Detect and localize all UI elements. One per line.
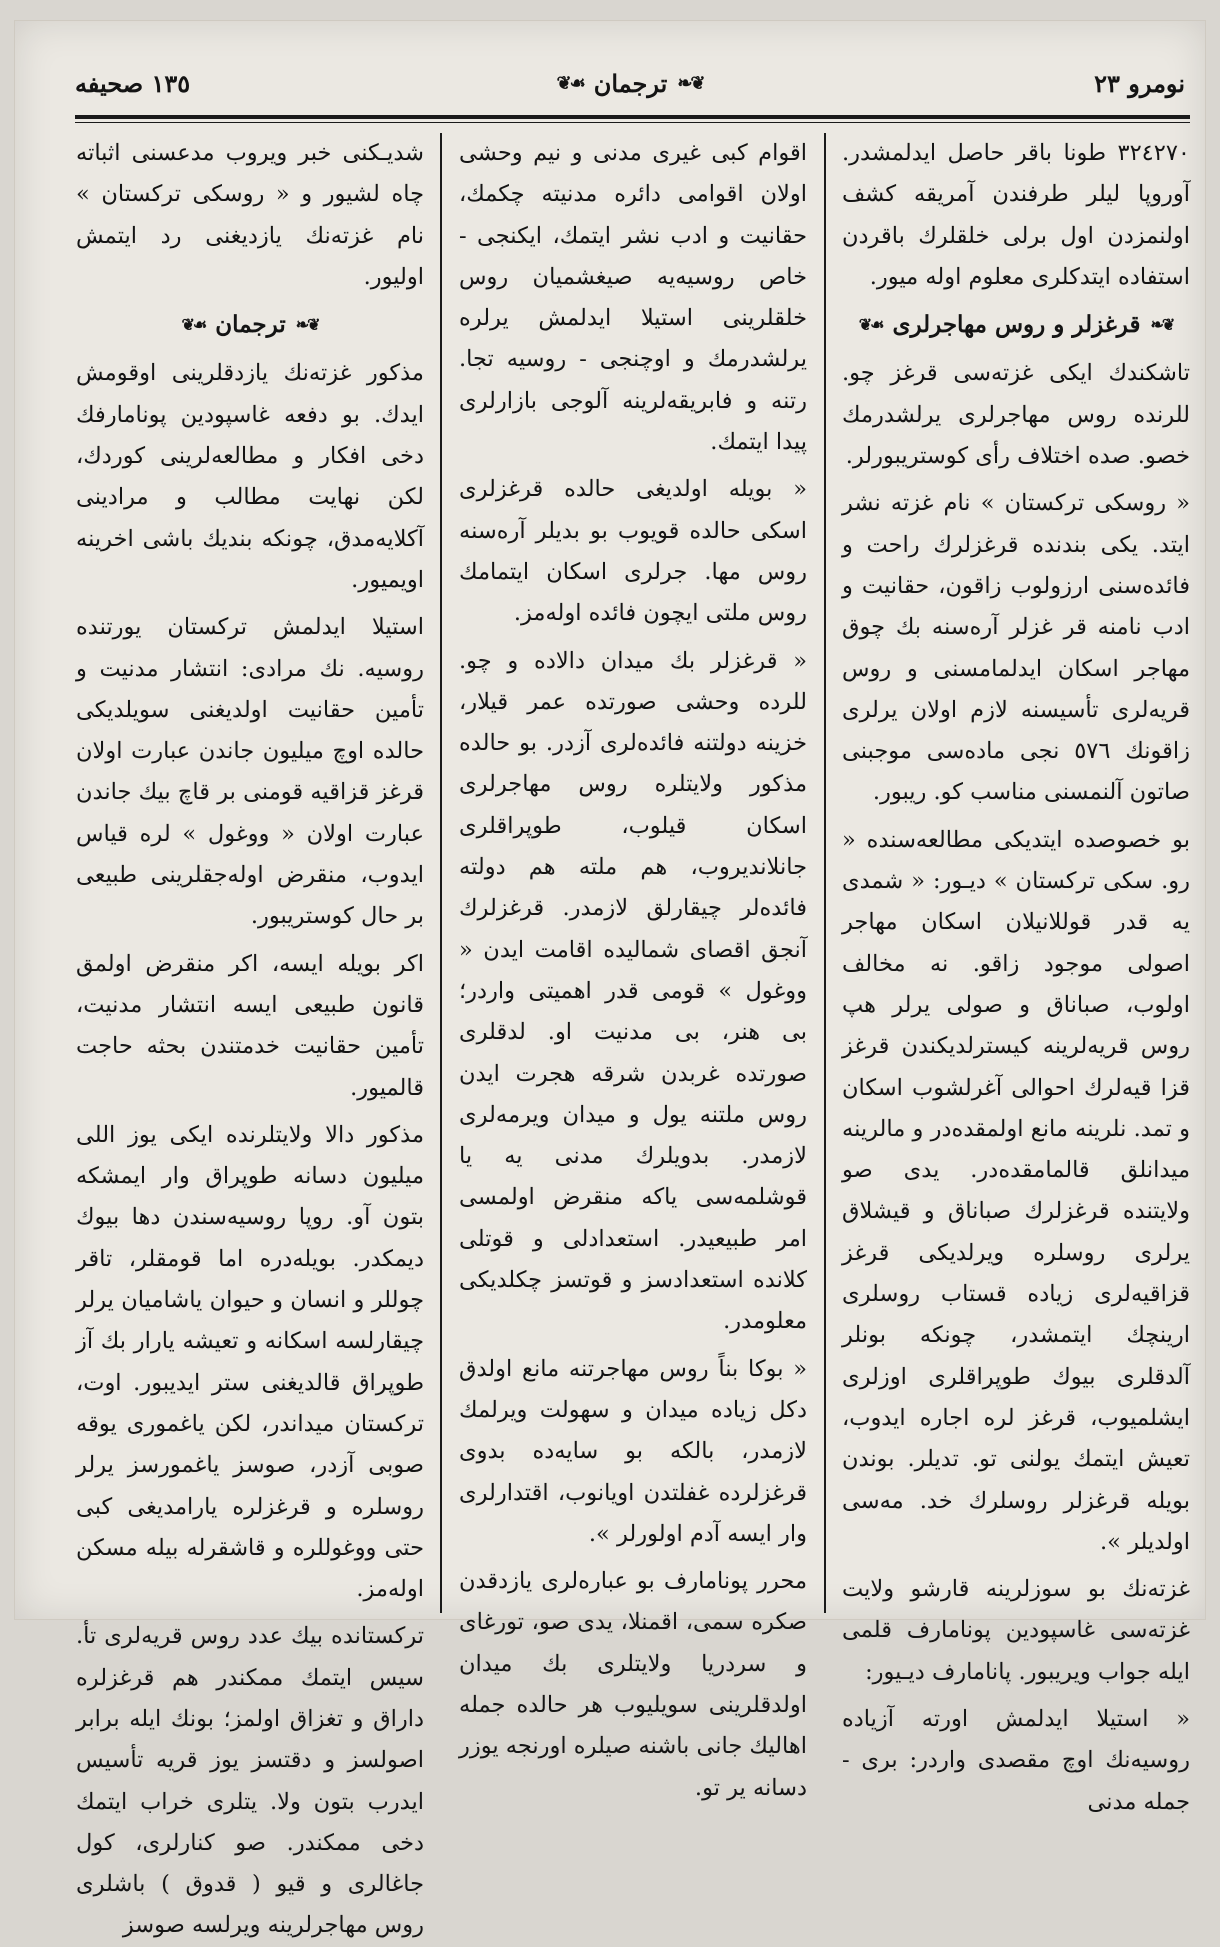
ornament-icon: ☙❦ bbox=[858, 315, 883, 335]
paragraph: غزته‌نك بو سوزلرينه قارشو ولايت غزته‌سى غاسپودين پونامارف قلمى ايله جواب ويريبور. پانامارف ديـيور: bbox=[842, 1576, 1190, 1685]
paragraph: « قرغزلر بك ميدان دالاده و چو. للرده وحشى صورتده عمر قيلار، خزينه دولتنه فائده‌لرى آزدر. بو حالده مذكور ولايتلره روس مهاجرلرى اسكان قيلوب، طوپراقلرى جانلانديروب، هم ملته هم دولته فائده‌لر چيقارلق لازمدر. قرغزلرك آنجق اقصاى شماليده اقامت ايدن « ووغول » قومى قدر اهميتى واردر؛ بى هنر، بى مدنيت او. لدقلرى صورتده غربدن شرقه هجرت ايدن روس ملتنه يول و ميدان ويرمه‌لرى لازمدر. بدويلرك مدنى يه يا قوشلمه‌سى ياكه منقرض اولمسى امر طبيعيدر. استعدادلى و قوتلى كلانده استعدادسز و قوتسز چكلديكى معلومدر. bbox=[459, 647, 807, 1335]
ornament-icon: ☙❦ bbox=[181, 315, 206, 335]
paragraph: شديـكنى خبر ويروب مدعسنى اثباته چاه لشيور و « روسكى تركستان » نام غزته‌نك يازديغنى رد ايتمش اوليور. bbox=[76, 140, 424, 290]
ornament-icon: ☙❦ bbox=[556, 73, 584, 94]
masthead-title: ترجمان bbox=[593, 69, 668, 98]
paragraph: « استيلا ايدلمش اورته آزياده روسيه‌نك اوچ مقصدى واردر: برى - جمله مدنى bbox=[842, 1705, 1190, 1815]
page-header bbox=[75, 63, 1185, 109]
column-divider bbox=[440, 133, 442, 1613]
section-title: ترجمان bbox=[215, 311, 286, 339]
issue-number: نومرو ٢٣ bbox=[1094, 69, 1185, 98]
column-left bbox=[76, 133, 424, 1939]
paragraph: تاشكندك ايكى غزته‌سى قرغز چو. للرنده روس مهاجرلرى يرلشدرمك خصو. صده اختلاف رأى كوستريبورلر. bbox=[842, 360, 1190, 470]
paragraph: بو خصوصده ايتديكى مطالعه‌سنده « رو. سكى تركستان » ديـور: « شمدى يه قدر قوللانيلان اسكان مهاجر اصولى موجود زاقو. نه مخالف اولوب، صباناق و صولى يرلر هپ روس قريه‌لرينه كيسترلديكندن قرغز قزا قيه‌لرك احوالى آغرلشوب اسكان و تمد. نلرينه مانع اولمقده‌در و مالرينه ميدانلق قالمامقده‌در. يدى صو ولايتنده قرغزلرك صباناق و قيشلاق يرلرى روسلره ويرلديكى قرغز قزاقيه‌لرى زياده قستاب روسلرى ارينچك ايتمشدر، چونكه بونلر آلدقلرى بيوك طوپراقلرى اوزلرى ايشلميوب، قرغز لره اجاره ايدوب، تعيش ايتمك يولنى تو. تديلر. بوندن بويله قرغزلر روسلرك خد. مه‌سى اولديلر ». bbox=[842, 826, 1190, 1555]
column-middle bbox=[459, 133, 807, 1801]
paragraph: اكر بويله ايسه، اكر منقرض اولمق قانون طبيعى ايسه انتشار مدنيت، تأمين حقانيت خدمتندن بحثه حاجت قالميور. bbox=[76, 950, 424, 1101]
paragraph: « بويله اولديغى حالده قرغزلرى اسكى حالده قويوب بو بديلر آره‌سنه روس مها. جرلرى اسكان ايتمامك روس ملتى ايچون فائده اوله‌مز. bbox=[459, 476, 807, 627]
paragraph: ٣٢٤٢٧٠ طونا باقر حاصل ايدلمشدر. آوروپا ليلر طرفندن آمريقه كشف اولنمزدن اول برلى خلقلرك باقردن استفاده ايتدكلرى معلوم اوله ميور. bbox=[842, 140, 1190, 290]
paragraph: اقوام كبى غيرى مدنى و نيم وحشى اولان اقوامى دائره مدنيته چكمك، حقانيت و ادب نشر ايتمك، ايكنجى - خاص روسيه‌يه صيغشميان روس خلقلرينى استيلا ايدلمش يرلره يرلشدرمك و اوچنجى - روسيه تجا. رتنه و فابريقه‌لرينه آلوجى بازارلرى پيدا ايتمك. bbox=[459, 140, 807, 456]
ornament-icon: ❦❧ bbox=[295, 315, 319, 335]
ornament-icon: ❦❧ bbox=[1150, 315, 1174, 335]
paragraph: مذكور دالا ولايتلرنده ايكى يوز اللى ميليون دسانه طوپراق وار ايمشكه بتون آو. روپا روسيه‌سندن دها بيوك ديمكدر. بويله‌دره اما قومقلر، تاقر چوللر و انسان و حيوان ياشاميان يرلر چيقارلسه اسكانه و تعيشه يارار بك آز طوپراق قالديغنى ستر ايديبور. اوت، تركستان ميداندر، لكن ياغمورى يوقه صوبى آزدر، صوسز ياغمورسز يرلر روسلره و قرغزلره يارامديغى كبى حتى ووغوللره و قاشقرله بيله مسكن اوله‌مز. bbox=[76, 1121, 424, 1603]
ornament-icon: ❦❧ bbox=[677, 73, 704, 94]
paragraph: « روسكى تركستان » نام غزته نشر ايتد. يكى بندنده قرغزلرك راحت و فائده‌سنى ارزولوب زاقون، حقانيت و ادب نامنه قر غزلر آره‌سنه بك چوق مهاجر اسكان ايدلمامسنى و روس قريه‌لرى تأسيسنه لازم اولان يرلرى زاقونك ٥٧٦ نجى ماده‌سى موجبنى صاتون آلنمسنى مناسب كو. ريبور. bbox=[842, 490, 1190, 806]
paragraph: « بوكا بناً روس مهاجرتنه مانع اولدق دكل زياده ميدان و سهولت ويرلمك لازمدر، بالكه بو سايه‌ده بدوى قرغزلرده غفلتدن اويانوب، اقتدارلرى وار ايسه آدم اولورلر ». bbox=[459, 1355, 807, 1547]
paragraph: استيلا ايدلمش تركستان يورتنده روسيه. نك مرادى: انتشار مدنيت و تأمين حقانيت اولديغنى سويلديكى حالده اوچ ميليون جاندن عبارت اولان قرغز قزاقيه قومنى بر قاچ بيك جاندن عبارت اولان « ووغول » لره قياس ايدوب، منقرض اوله‌جقلرينى طبيعى بر حال كوستريبور. bbox=[76, 614, 424, 930]
section-title: قرغزلر و روس مهاجرلرى bbox=[892, 311, 1141, 339]
column-divider bbox=[824, 133, 826, 1613]
paragraph: محرر پونامارف بو عباره‌لرى يازدقدن صكره سمى، اقمنلا، يدى صو، تورغاى و سردريا ولايتلرى بك ميدان اولدقلرينى سويليوب هر حالده جمله اهاليك جانى باشنه صيلره اورنجه يوزر دسانه ير تو. bbox=[459, 1568, 807, 1801]
column-right bbox=[842, 133, 1190, 1815]
paragraph: مذكور غزته‌نك يازدقلرينى اوقومش ايدك. بو دفعه غاسپودين پونامارفك دخى افكار و مطالعه‌لرينى كوردك، لكن نهايت مطالب و مرادينى آكلايه‌مدق، چونكه بنديك باشى اخرينه اويميور. bbox=[76, 360, 424, 593]
section-heading bbox=[842, 304, 1190, 345]
masthead bbox=[557, 69, 704, 98]
newspaper-page bbox=[14, 20, 1206, 1939]
header-rule bbox=[75, 115, 1190, 119]
article-columns bbox=[75, 133, 1190, 1939]
section-heading bbox=[76, 304, 424, 345]
header-rule-thin bbox=[75, 122, 1190, 123]
page-number: ١٣٥ صحيفه bbox=[75, 69, 191, 98]
paragraph: تركستانده بيك عدد روس قريه‌لرى تأ. سيس ايتمك ممكندر هم قرغزلره داراق و تغزاق اولمز؛ بونك ايله برابر اصولسز و دقتسز يوز قريه تأسيس ايدرب بتون ولا. يتلرى خراب ايتمك دخى ممكندر. صو كنارلرى، كول جاغالرى و قيو ( قدوق ) باشلرى روس مهاجرلرينه ويرلسه صوسز bbox=[76, 1623, 424, 1939]
